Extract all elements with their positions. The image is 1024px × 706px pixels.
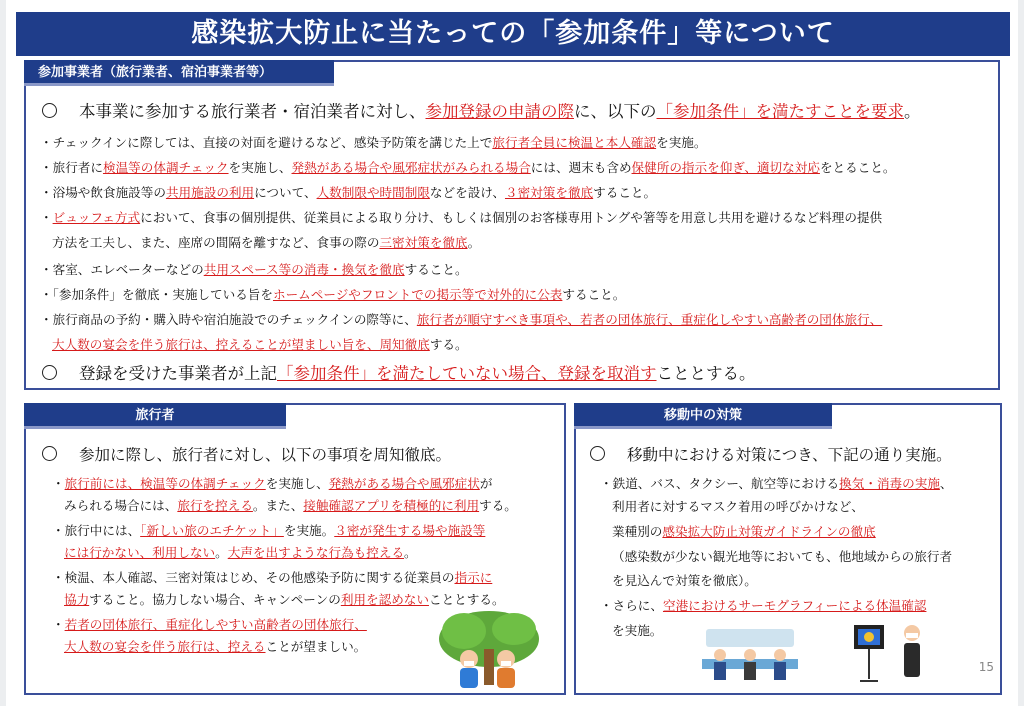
text: 、 [939,476,953,491]
highlight-text: 大声を出すような行為も控える [227,545,405,560]
highlight-text: 大人数の宴会を伴う旅行は、控えることが望ましい旨を、周知徹底 [52,337,430,352]
transit-bullet-2 [600,595,926,614]
page-number: 15 [978,660,994,674]
travelers-lead [42,443,451,465]
masked-passengers-illustration [702,625,798,685]
highlight-text: 共用施設の利用 [165,185,255,200]
text: 。また、 [252,498,304,513]
text: する。 [479,498,517,513]
travelers-header: 旅行者 [24,403,286,429]
text: ・チェックインに際しては、直接の対面を避けるなど、感染予防策を講じた上で [40,135,493,150]
text: 。 [467,235,481,250]
highlight-text: ３密が発生する場や施設等 [334,523,486,538]
operators-bullet-1 [40,132,706,151]
text: が [479,476,493,491]
transit-lead [590,443,952,465]
travelers-bullet-3-cont [64,589,505,608]
text: すること。 [593,185,657,200]
transit-bullet-1-line4: （感染数が少ない観光地等においても、他地域からの旅行者 [612,549,953,564]
text: すること。協力しない場合、キャンペーンの [89,592,341,607]
text: をとること。 [819,160,896,175]
operators-section [24,60,1000,390]
text: において、食事の個別提供、従業員による取り分け、もしくは個別のお客様専用トングや箸等を用意し共用を避けるなど料理の提供 [140,210,883,225]
operators-header: 参加事業者（旅行業者、宿泊事業者等） [24,60,334,86]
highlight-text: 検温等の体調チェック [102,160,229,175]
travelers-bullet-1 [52,473,492,492]
slide [6,0,1018,706]
text: 参加に際し、旅行者に対し、以下の事項を周知徹底。 [79,446,452,464]
transit-bullet-1-line3 [612,521,876,540]
operators-closing [42,360,756,384]
text: ・「参加条件」を徹底・実施している旨を [40,287,273,302]
highlight-text: 「参加条件」を満たしていない場合、登録を取消す [277,364,657,383]
operators-bullet-2 [40,157,896,176]
highlight-text: 人数制限や時間制限 [316,185,430,200]
text: などを設け、 [429,185,505,200]
text: すること。 [404,262,468,277]
highlight-text: 利用を認めない [340,592,429,607]
highlight-text: 保健所の指示を仰ぎ、適切な対応 [631,160,820,175]
highlight-text: 旅行者が順守すべき事項や、若者の団体旅行、重症化しやすい高齢者の団体旅行、 [416,312,883,327]
text: 移動中における対策につき、下記の通り実施。 [627,446,952,464]
text: に、以下の [574,102,657,121]
operators-bullet-7 [40,309,882,328]
text: する。 [429,337,468,352]
masked-travelers-illustration [434,609,544,691]
text: ・浴場や飲食施設等の [40,185,166,200]
operators-bullet-6 [40,284,625,303]
thermography-check-illustration [850,619,940,685]
highlight-text: 三密対策を徹底 [379,235,468,250]
highlight-text: ホームページやフロントでの掲示等で対外的に公表 [272,287,563,302]
highlight-text: 空港におけるサーモグラフィーによる体温確認 [662,598,927,613]
operators-bullet-5 [40,259,468,278]
highlight-text: 若者の団体旅行、重症化しやすい高齢者の団体旅行、 [64,617,367,632]
text: ・ [52,617,65,632]
text: こととする。 [656,364,756,383]
transit-bullet-1 [600,473,953,492]
text: みられる場合には、 [64,498,178,513]
operators-lead [42,98,921,122]
highlight-text: 「新しい旅のエチケット」 [140,523,284,538]
text: について、 [254,185,317,200]
text: を実施し、 [265,476,329,491]
highlight-text: 発熱がある場合や風邪症状がみられる場合 [291,160,531,175]
travelers-bullet-3 [52,567,492,586]
highlight-text: 旅行を控える [177,498,253,513]
highlight-text: 旅行前には、検温等の体調チェック [64,476,266,491]
circle-bullet-icon [42,365,57,380]
operators-bullet-4 [40,207,882,226]
text: 業種別の [612,524,663,539]
text: 。 [404,545,417,560]
highlight-text: 共用スペース等の消毒・換気を徹底 [203,262,405,277]
highlight-text: 大人数の宴会を伴う旅行は、控える [64,639,266,654]
text: を実施し、 [228,160,292,175]
travelers-bullet-1-cont [64,495,517,514]
text: 方法を工夫し、また、座席の間隔を離すなど、食事の際の [52,235,380,250]
text: 本事業に参加する旅行業者・宿泊業者に対し、 [79,102,426,121]
travelers-bullet-4 [52,614,367,633]
circle-bullet-icon [42,103,57,118]
text: ・鉄道、バス、タクシー、航空等における [600,476,840,491]
text: ことが望ましい。 [265,639,367,654]
highlight-text: 参加登録の申請の際 [425,102,574,121]
highlight-text: 協力 [64,592,90,607]
highlight-text: 指示に [454,570,493,585]
highlight-text: 旅行者全員に検温と本人確認 [492,135,657,150]
highlight-text: ３密対策を徹底 [504,185,594,200]
transit-section [574,403,1002,695]
text: ・検温、本人確認、三密対策はじめ、その他感染予防に関する従業員の [52,570,455,585]
text: 。 [904,102,921,121]
operators-bullet-4-cont [52,232,480,251]
highlight-text: には行かない、利用しない [64,545,216,560]
circle-bullet-icon [42,446,57,461]
text: こととする。 [428,592,505,607]
highlight-text: 接触確認アプリを積極的に利用 [303,498,480,513]
text: ・客室、エレベーターなどの [40,262,204,277]
highlight-text: 換気・消毒の実施 [839,476,940,491]
text: ・ [40,210,53,225]
circle-bullet-icon [590,446,605,461]
text: 登録を受けた事業者が上記 [79,364,277,383]
operators-bullet-7-cont [52,334,468,353]
operators-bullet-3 [40,182,656,201]
text: すること。 [562,287,626,302]
highlight-text: 感染拡大防止対策ガイドラインの徹底 [662,524,876,539]
travelers-bullet-4-cont [64,636,366,655]
travelers-bullet-2-cont [64,542,417,561]
text: 。 [215,545,228,560]
travelers-section [24,403,566,695]
text: を実施。 [283,523,335,538]
travelers-bullet-2 [52,520,485,539]
text: ・さらに、 [600,598,663,613]
text: には、週末も含め [530,160,632,175]
highlight-text: 「参加条件」を満たすことを要求 [656,102,904,121]
transit-bullet-1-line2: 利用者に対するマスク着用の呼びかけなど、 [612,499,864,514]
transit-header: 移動中の対策 [574,403,832,429]
text: ・旅行中には、 [52,523,141,538]
text: ・旅行商品の予約・購入時や宿泊施設でのチェックインの際等に、 [40,312,417,327]
text: ・ [52,476,65,491]
highlight-text: ビュッフェ方式 [52,210,141,225]
transit-bullet-2-cont: を実施。 [612,623,663,638]
text: を実施。 [656,135,707,150]
transit-bullet-1-line5: を見込んで対策を徹底）。 [612,573,757,588]
text: ・旅行者に [40,160,103,175]
page-title: 感染拡大防止に当たっての「参加条件」等について [16,12,1010,56]
highlight-text: 発熱がある場合や風邪症状 [328,476,480,491]
